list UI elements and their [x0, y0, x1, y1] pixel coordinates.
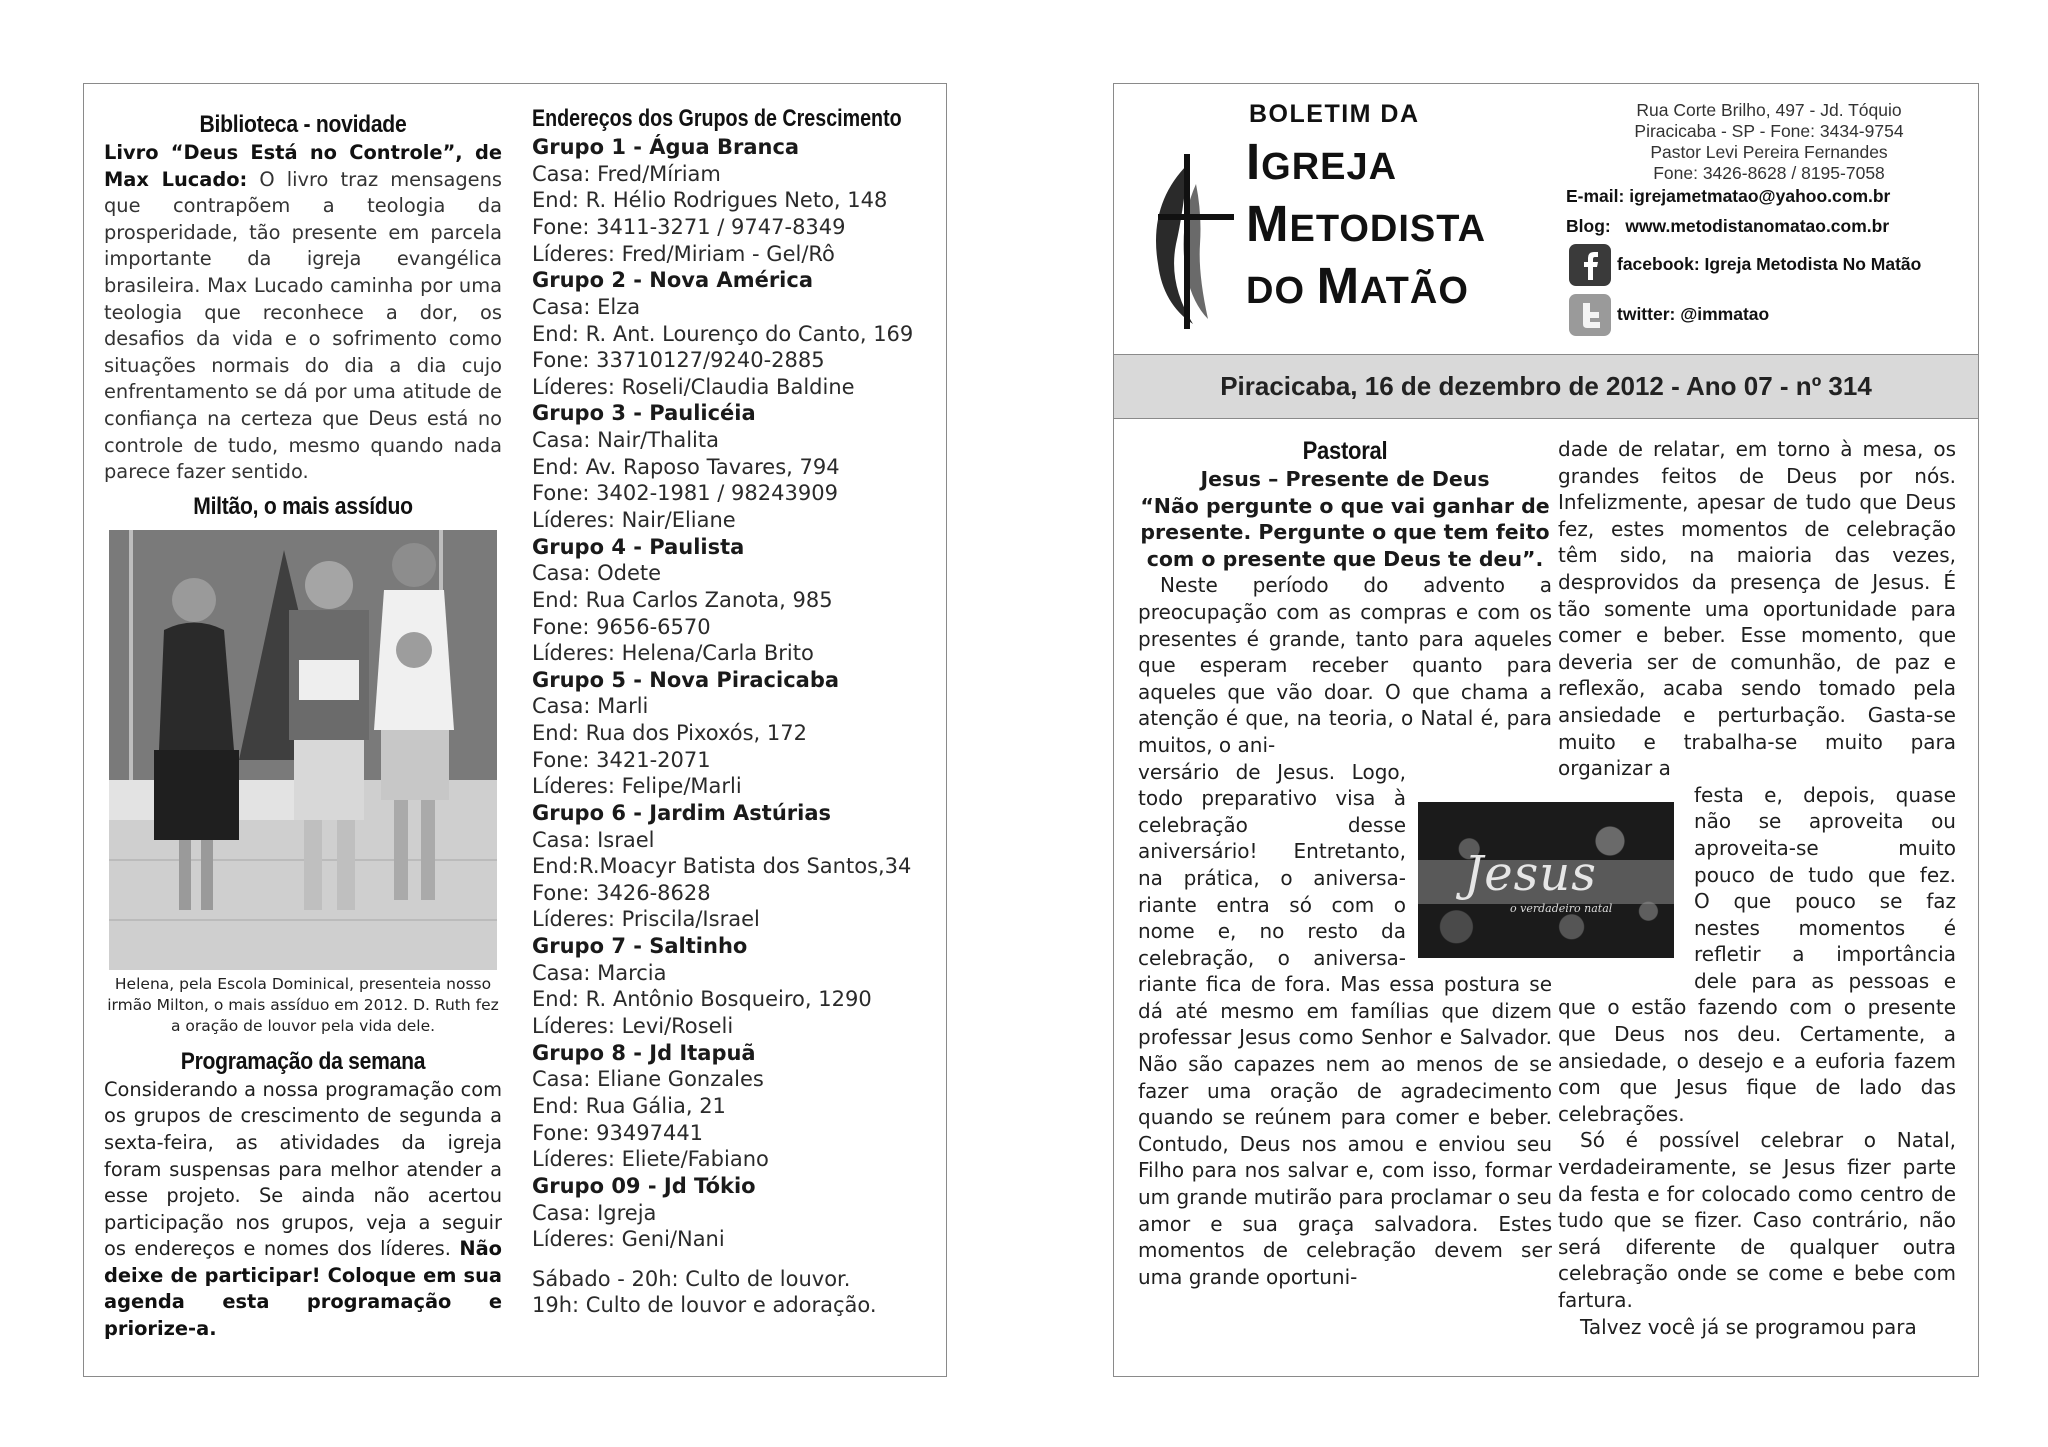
masthead-boletim: BOLETIM DA [1249, 100, 1420, 128]
group-phone: Fone: 3402-1981 / 98243909 [532, 481, 838, 506]
twitter-label[interactable]: twitter: @immatao [1617, 304, 1770, 324]
photo-caption: Helena, pela Escola Dominical, presenteia nosso irmão Milton, o mais assíduo em 2012. D. Ruth fez a oração de louvor pela vida dele. [107, 974, 499, 1035]
pastoral-text-wrap [1138, 759, 1406, 972]
group-leaders: Líderes: Fred/Miriam - Gel/Rô [532, 241, 835, 266]
group-phone: Fone: 9656-6570 [532, 614, 711, 639]
twitter-icon[interactable] [1569, 294, 1611, 336]
library-description: O livro traz mensagens que contrapõem a teologia da prosperidade, tão presente em parcela importante da igreja evangélica brasileira. Max Lucado caminha por uma teologia que reconhece a dor, os desafios da vida e o sofrimento como situações normais do dia a dia cujo enfrentamento se dá por uma atitude de confiança na certeza que Deus está no controle de tudo, mesmo quando nada parece fazer sentido. [104, 167, 502, 484]
pastoral-col2-p3: Talvez você já se programou para [1580, 1314, 1917, 1339]
methodist-cross-flame-icon [1138, 144, 1238, 334]
jesus-image-title: Jesus [1464, 846, 1597, 902]
pastoral-wrap-line: não se aproveita ou [1694, 809, 1956, 834]
contact-block [1564, 100, 1974, 184]
masthead [1114, 84, 1978, 354]
group-leaders: Líderes: Levi/Roseli [532, 1014, 734, 1039]
programacao-body: Considerando a nossa programação com os grupos de crescimento de segunda a sexta-feira, as atividades da igreja foram suspensas para melhor atender a esse projeto. Se ainda não acertou participação nos grupos, veja a seguir os endereços e nomes dos líderes. [104, 1077, 502, 1261]
contact-address: Rua Corte Brilho, 497 - Jd. Tóquio [1636, 100, 1902, 120]
pastoral-wrap-line: nestes momentos é [1694, 915, 1956, 940]
pastoral-wrap-line: nome e, no resto da [1138, 919, 1406, 944]
group-name: Grupo 8 - Jd Itapuã [532, 1040, 756, 1065]
pastoral-text-bottom: riante fica de fora. Mas essa postura se dá até mesmo em famílias que dizem professar Jesus como Senhor e Salvador. Não são capazes nem ao menos de se fazer uma oração de agradecimento quando se reúnem para comer e beber. Contudo, Deus nos amou e enviou seu Filho para nos salvar e, com isso, formar um grande mutirão para proclamar o seu amor e sua graça salvadora. Estes momentos de celebração devem ser uma grande oportuni- [1138, 972, 1552, 1289]
pastoral-wrap-line: pouco de tudo que fez. [1694, 862, 1956, 887]
group-phone: Fone: 3411-3271 / 9747-8349 [532, 214, 846, 239]
group-name: Grupo 09 - Jd Tókio [532, 1173, 756, 1198]
group-leaders: Líderes: Felipe/Marli [532, 774, 742, 799]
pastoral-wrap-line: riante entra só com o [1138, 892, 1406, 917]
schedule-line-2: 19h: Culto de louvor e adoração. [532, 1293, 877, 1318]
schedule [532, 1266, 937, 1319]
pastoral-quote: “Não pergunte o que vai ganhar de presente. Pergunte o que tem feito com o presente que Deus te deu”. [1140, 493, 1550, 571]
group-casa: Casa: Fred/Míriam [532, 161, 721, 186]
photo-illustration [109, 530, 497, 970]
programacao-title: Programação da semana [180, 1047, 426, 1075]
pastoral-wrap-line: aproveita-se muito [1694, 835, 1956, 860]
group-name: Grupo 7 - Saltinho [532, 934, 748, 959]
groups-list [532, 134, 937, 1253]
group-casa: Casa: Israel [532, 827, 655, 852]
pastoral-wrap-line: O que pouco se faz [1694, 889, 1956, 914]
pastoral-wrap-line: celebração desse [1138, 812, 1406, 837]
date-bar [1114, 354, 1978, 419]
programacao-text [104, 1077, 502, 1343]
group-phone: Fone: 3421-2071 [532, 747, 711, 772]
contact-pastor: Pastor Levi Pereira Fernandes [1650, 142, 1888, 162]
masthead-igreja: IGREJA [1246, 133, 1398, 190]
pastoral-wrap-line: todo preparativo visa à [1138, 786, 1406, 811]
group-leaders: Líderes: Geni/Nani [532, 1227, 725, 1252]
library-title: Biblioteca - novidade [199, 111, 407, 138]
group-name: Grupo 2 - Nova América [532, 268, 813, 293]
group-phone: Fone: 3426-8628 [532, 880, 711, 905]
library-text [104, 140, 502, 486]
group-leaders: Líderes: Nair/Eliane [532, 507, 736, 532]
pastoral-wrap-line: na prática, o aniversa- [1138, 865, 1406, 890]
group-casa: Casa: Odete [532, 561, 662, 586]
group-phone: Fone: 33710127/9240-2885 [532, 348, 825, 373]
group-address: End: Rua Gália, 21 [532, 1094, 726, 1118]
pastoral-wrap-line: festa e, depois, quase [1694, 782, 1956, 807]
group-address: End: R. Ant. Lourenço do Canto, 169 [532, 321, 914, 346]
group-leaders: Líderes: Eliete/Fabiano [532, 1147, 769, 1172]
pastoral-subtitle: Jesus – Presente de Deus [1200, 467, 1490, 491]
pastoral-col2-bottom: que o estão fazendo com o presente que Deus nos deu. Certamente, a ansiedade, o desejo e a euforia fazem com que Jesus fique de lado das celebrações. [1558, 995, 1956, 1126]
facebook-label[interactable]: facebook: Igreja Metodista No Matão [1617, 254, 1922, 274]
contact-fone: Fone: 3426-8628 / 8195-7058 [1653, 163, 1885, 183]
pastoral-title: Pastoral [1302, 437, 1388, 465]
group-name: Grupo 6 - Jardim Astúrias [532, 800, 831, 825]
left-column-2 [532, 104, 937, 1319]
contact-city: Piracicaba - SP - Fone: 3434-9754 [1634, 121, 1904, 141]
group-leaders: Líderes: Priscila/Israel [532, 907, 760, 932]
pastoral-column-2 [1558, 436, 1956, 1340]
contact-blog[interactable]: Blog: www.metodistanomatao.com.br [1566, 216, 1890, 236]
group-address: End: Rua Carlos Zanota, 985 [532, 587, 833, 612]
pastoral-col2-wrap [1694, 782, 1956, 995]
contact-email[interactable]: E-mail: igrejametmatao@yahoo.com.br [1566, 186, 1891, 206]
group-casa: Casa: Marli [532, 694, 649, 719]
pastoral-wrap-line: dele para as pessoas e [1694, 968, 1956, 993]
group-casa: Casa: Nair/Thalita [532, 428, 719, 453]
pastoral-wrap-line: versário de Jesus. Logo, [1138, 759, 1406, 784]
pastoral-wrap-line: refletir a importância [1694, 942, 1956, 967]
group-name: Grupo 1 - Água Branca [532, 135, 800, 159]
group-address: End:R.Moacyr Batista dos Santos,34 [532, 854, 912, 879]
group-leaders: Líderes: Roseli/Claudia Baldine [532, 374, 855, 399]
group-leaders: Líderes: Helena/Carla Brito [532, 641, 814, 666]
group-address: End: Av. Raposo Tavares, 794 [532, 454, 840, 479]
group-casa: Casa: Eliane Gonzales [532, 1067, 764, 1092]
library-book-name: Livro “Deus Está no Controle”, de Max Lucado: [104, 141, 502, 191]
programacao-call: Não deixe de participar! Coloque em sua agenda esta programação e priorize-a. [104, 1237, 502, 1341]
jesus-image-subtitle: o verdadeiro natal [1510, 902, 1613, 915]
schedule-line-1: Sábado - 20h: Culto de louvor. [532, 1266, 851, 1291]
left-column-1 [104, 110, 502, 1343]
miltao-title: Miltão, o mais assíduo [193, 492, 413, 520]
groups-title: Endereços dos Grupos de Crescimento [532, 105, 902, 132]
masthead-do-matao: DO MATÃO [1246, 257, 1469, 314]
pastoral-wrap-line: celebração, o aniversa- [1138, 945, 1406, 970]
group-address: End: Rua dos Pixoxós, 172 [532, 721, 807, 746]
pastoral-text-top: Neste período do advento a preocupação com as compras e com os presentes é grande, tanto para aqueles que esperam receber quanto para aqueles que vão doar. O que chama a atenção é que, na teoria, o Natal é, para muitos, o ani- [1138, 573, 1552, 757]
pastoral-col2-top: dade de relatar, em torno à mesa, os grandes feitos de Deus por nós. Infelizmente, apesar de tudo que Deus fez, estes momentos de celebração têm sido, na maioria das vezes, desprovidos da presença de Jesus. É tão somente uma oportunidade para comer e beber. Esse momento, que deveria ser de comunhão, de paz e reflexão, acaba sendo tomado pela ansiedade e perturbação. Gasta-se muito e trabalha-se muito para organizar a [1558, 437, 1956, 781]
right-page [1113, 83, 1979, 1377]
group-name: Grupo 5 - Nova Piracicaba [532, 667, 840, 692]
pastoral-col2-p2: Só é possível celebrar o Natal, verdadeiramente, se Jesus fizer parte da festa e for colocado como centro de tudo que se fizer. Caso contrário, não será diferente de qualquer outra celebração onde se come e bebe com fartura. [1558, 1128, 1956, 1312]
group-casa: Casa: Elza [532, 294, 641, 319]
group-casa: Casa: Igreja [532, 1200, 657, 1225]
group-phone: Fone: 93497441 [532, 1120, 704, 1145]
group-address: End: R. Hélio Rodrigues Neto, 148 [532, 188, 888, 213]
facebook-icon[interactable] [1569, 244, 1611, 286]
group-casa: Casa: Marcia [532, 960, 667, 985]
left-page [83, 83, 947, 1377]
group-name: Grupo 3 - Paulicéia [532, 401, 756, 426]
masthead-metodista: METODISTA [1246, 195, 1487, 252]
group-address: End: R. Antônio Bosqueiro, 1290 [532, 987, 872, 1012]
group-name: Grupo 4 - Paulista [532, 534, 745, 559]
issue-date: Piracicaba, 16 de dezembro de 2012 - Ano 07 - nº 314 [1220, 371, 1872, 401]
pastoral-wrap-line: aniversário! Entretanto, [1138, 839, 1406, 864]
miltao-photo [109, 530, 497, 970]
